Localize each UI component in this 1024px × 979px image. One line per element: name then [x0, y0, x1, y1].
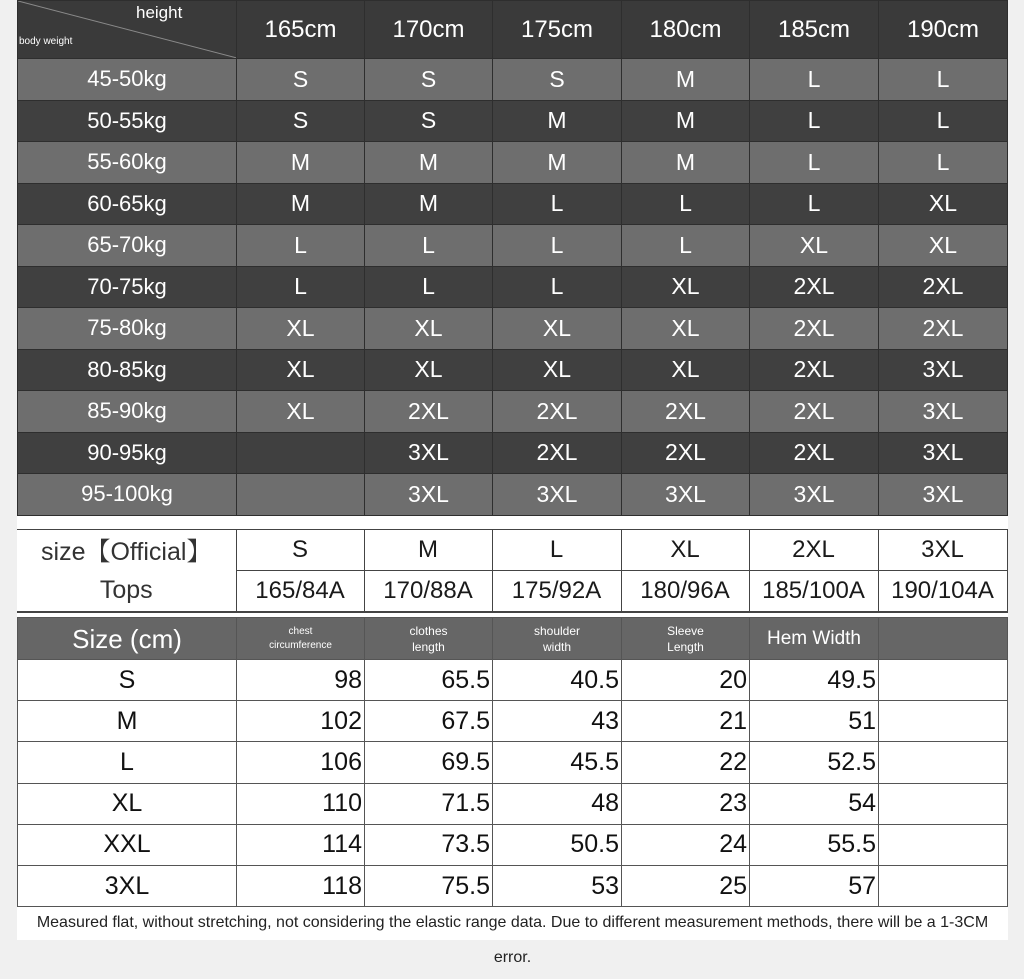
weight-row — [18, 100, 1008, 142]
recommended-size-cell: L — [365, 266, 493, 308]
shoulder-header-line2: width — [542, 639, 571, 654]
recommended-size-cell: 2XL — [879, 266, 1008, 308]
measurement-row — [18, 660, 1008, 701]
length-value-cell: 69.5 — [365, 742, 493, 783]
hem-value-cell: 57 — [750, 865, 879, 906]
length-value-cell: 65.5 — [365, 660, 493, 701]
measurement-note: Measured flat, without stretching, not considering the elastic range data. Due to different measurement methods, there will be a 1-3CM error. — [36, 914, 989, 966]
sleeve-value-cell: 22 — [622, 742, 750, 783]
recommended-size-cell: XL — [365, 308, 493, 350]
shoulder-value-cell: 53 — [493, 865, 622, 906]
shoulder-value-cell: 45.5 — [493, 742, 622, 783]
official-spec-row — [17, 571, 1007, 613]
measurement-row — [18, 742, 1008, 783]
recommended-size-cell: L — [750, 142, 879, 184]
size-name-cell: M — [18, 701, 237, 742]
chest-value-cell: 102 — [237, 701, 365, 742]
recommended-size-cell: M — [237, 142, 365, 184]
recommended-size-cell: XL — [622, 308, 750, 350]
sleeve-value-cell: 20 — [622, 660, 750, 701]
hem-width-header: Hem Width — [750, 618, 879, 660]
shoulder-value-cell: 50.5 — [493, 824, 622, 865]
size-cm-header: Size (cm) — [18, 618, 237, 660]
recommended-size-cell — [237, 432, 365, 474]
chest-value-cell: 118 — [237, 865, 365, 906]
length-value-cell: 75.5 — [365, 865, 493, 906]
official-spec-cell: 175/92A — [492, 571, 621, 613]
corner-diagonal — [18, 1, 237, 58]
official-spec-cell: 180/96A — [621, 571, 749, 613]
recommended-size-cell: M — [493, 100, 622, 142]
chest-value-cell: 98 — [237, 660, 365, 701]
recommended-size-cell: XL — [365, 349, 493, 391]
length-value-cell: 71.5 — [365, 783, 493, 824]
recommended-size-cell: XL — [622, 349, 750, 391]
measurement-row — [18, 701, 1008, 742]
empty-cell — [879, 824, 1008, 865]
recommended-size-cell: M — [622, 59, 750, 101]
official-size-cell: M — [364, 530, 492, 571]
measurement-header-row — [18, 618, 1008, 660]
weight-row — [18, 432, 1008, 474]
recommended-size-cell: XL — [237, 308, 365, 350]
chest-value-cell: 110 — [237, 783, 365, 824]
official-size-cell: L — [492, 530, 621, 571]
recommended-size-cell: M — [237, 183, 365, 225]
weight-row — [18, 183, 1008, 225]
chest-header-line2: circumference — [269, 639, 332, 651]
tops-label: Tops — [17, 571, 236, 613]
recommended-size-cell: 3XL — [879, 349, 1008, 391]
chest-value-cell: 114 — [237, 824, 365, 865]
official-spec-cell: 170/88A — [364, 571, 492, 613]
weight-row — [18, 266, 1008, 308]
height-header: 175cm — [493, 1, 622, 59]
size-guide-header-row — [18, 1, 1008, 59]
recommended-size-cell: 2XL — [750, 308, 879, 350]
weight-range-cell: 90-95kg — [18, 432, 237, 474]
height-axis-label: height — [136, 3, 183, 22]
recommended-size-cell: M — [365, 142, 493, 184]
hem-value-cell: 55.5 — [750, 824, 879, 865]
sleeve-value-cell: 21 — [622, 701, 750, 742]
measurement-table — [17, 617, 1008, 907]
weight-range-cell: 45-50kg — [18, 59, 237, 101]
weight-row — [18, 349, 1008, 391]
sleeve-value-cell: 25 — [622, 865, 750, 906]
recommended-size-cell: L — [237, 266, 365, 308]
height-header: 165cm — [237, 1, 365, 59]
empty-cell — [879, 865, 1008, 906]
size-name-cell: S — [18, 660, 237, 701]
recommended-size-cell: 2XL — [493, 432, 622, 474]
recommended-size-cell: 2XL — [493, 391, 622, 433]
sleeve-value-cell: 23 — [622, 783, 750, 824]
recommended-size-cell: 2XL — [365, 391, 493, 433]
chest-value-cell: 106 — [237, 742, 365, 783]
official-size-cell: XL — [621, 530, 749, 571]
official-size-cell: 3XL — [878, 530, 1007, 571]
recommended-size-cell: S — [237, 59, 365, 101]
length-header-line2: length — [412, 639, 445, 654]
recommended-size-cell: M — [365, 183, 493, 225]
hem-value-cell: 54 — [750, 783, 879, 824]
recommended-size-cell: L — [493, 225, 622, 267]
empty-cell — [879, 701, 1008, 742]
recommended-size-cell: L — [622, 225, 750, 267]
measurement-body — [18, 618, 1008, 907]
recommended-size-cell: XL — [879, 183, 1008, 225]
recommended-size-cell: XL — [493, 349, 622, 391]
length-header — [365, 618, 493, 660]
official-spec-cell: 190/104A — [878, 571, 1007, 613]
size-name-cell: XL — [18, 783, 237, 824]
height-header: 190cm — [879, 1, 1008, 59]
size-name-cell: XXL — [18, 824, 237, 865]
sleeve-value-cell: 24 — [622, 824, 750, 865]
weight-range-cell: 80-85kg — [18, 349, 237, 391]
recommended-size-cell: L — [237, 225, 365, 267]
length-header-line1: clothes — [409, 623, 448, 638]
empty-cell — [879, 783, 1008, 824]
sleeve-header-line1: Sleeve — [667, 623, 704, 638]
height-header: 185cm — [750, 1, 879, 59]
recommended-size-cell: L — [750, 183, 879, 225]
weight-row — [18, 59, 1008, 101]
recommended-size-cell: 3XL — [879, 432, 1008, 474]
recommended-size-cell — [237, 474, 365, 516]
size-chart-sheet — [17, 0, 1008, 966]
chest-header — [237, 618, 365, 660]
length-value-cell: 73.5 — [365, 824, 493, 865]
height-header: 180cm — [622, 1, 750, 59]
measurement-row — [18, 865, 1008, 906]
recommended-size-cell: M — [493, 142, 622, 184]
weight-row — [18, 474, 1008, 516]
official-size-row — [17, 530, 1007, 571]
recommended-size-cell: 3XL — [879, 474, 1008, 516]
shoulder-value-cell: 48 — [493, 783, 622, 824]
recommended-size-cell: L — [879, 142, 1008, 184]
weight-row — [18, 225, 1008, 267]
recommended-size-cell: 2XL — [750, 349, 879, 391]
recommended-size-cell: XL — [879, 225, 1008, 267]
recommended-size-cell: S — [365, 59, 493, 101]
recommended-size-cell: XL — [493, 308, 622, 350]
weight-range-cell: 85-90kg — [18, 391, 237, 433]
size-name-cell: 3XL — [18, 865, 237, 906]
recommended-size-cell: L — [365, 225, 493, 267]
weight-range-cell: 65-70kg — [18, 225, 237, 267]
recommended-size-cell: 2XL — [622, 432, 750, 474]
weight-row — [18, 142, 1008, 184]
weight-axis-label: body weight — [19, 36, 73, 47]
official-spec-cell: 185/100A — [749, 571, 878, 613]
recommended-size-cell: S — [365, 100, 493, 142]
recommended-size-cell: 3XL — [750, 474, 879, 516]
weight-row — [18, 308, 1008, 350]
recommended-size-cell: S — [493, 59, 622, 101]
recommended-size-cell: L — [879, 100, 1008, 142]
empty-cell — [879, 660, 1008, 701]
hem-value-cell: 49.5 — [750, 660, 879, 701]
shoulder-value-cell: 43 — [493, 701, 622, 742]
hem-value-cell: 51 — [750, 701, 879, 742]
recommended-size-cell: L — [750, 100, 879, 142]
height-weight-corner — [18, 1, 237, 59]
length-value-cell: 67.5 — [365, 701, 493, 742]
recommended-size-cell: 2XL — [879, 308, 1008, 350]
recommended-size-cell: L — [622, 183, 750, 225]
chest-header-line1: chest — [288, 625, 313, 637]
recommended-size-cell: L — [493, 183, 622, 225]
recommended-size-cell: 3XL — [622, 474, 750, 516]
size-guide-body — [18, 1, 1008, 516]
recommended-size-cell: 2XL — [750, 266, 879, 308]
recommended-size-cell: 3XL — [879, 391, 1008, 433]
shoulder-header-line1: shoulder — [533, 623, 581, 638]
official-size-label: size【Official】 — [17, 530, 236, 571]
recommended-size-cell: S — [237, 100, 365, 142]
recommended-size-cell: 2XL — [750, 391, 879, 433]
empty-cell — [879, 742, 1008, 783]
weight-range-cell: 55-60kg — [18, 142, 237, 184]
sleeve-header — [622, 618, 750, 660]
weight-range-cell: 95-100kg — [18, 474, 237, 516]
official-spec-cell: 165/84A — [236, 571, 364, 613]
weight-row — [18, 391, 1008, 433]
recommended-size-cell: L — [879, 59, 1008, 101]
recommended-size-cell: 3XL — [493, 474, 622, 516]
recommended-size-cell: XL — [237, 349, 365, 391]
recommended-size-cell: XL — [750, 225, 879, 267]
weight-range-cell: 50-55kg — [18, 100, 237, 142]
hem-value-cell: 52.5 — [750, 742, 879, 783]
sleeve-header-line2: Length — [667, 639, 704, 654]
recommended-size-cell: 3XL — [365, 432, 493, 474]
recommended-size-cell: XL — [237, 391, 365, 433]
official-size-cell: 2XL — [749, 530, 878, 571]
weight-range-cell: 75-80kg — [18, 308, 237, 350]
recommended-size-cell: L — [493, 266, 622, 308]
recommended-size-cell: M — [622, 100, 750, 142]
official-size-cell: S — [236, 530, 364, 571]
size-name-cell: L — [18, 742, 237, 783]
height-header: 170cm — [365, 1, 493, 59]
weight-range-cell: 70-75kg — [18, 266, 237, 308]
measurement-row — [18, 824, 1008, 865]
official-size-table — [17, 529, 1008, 613]
recommended-size-cell: 2XL — [622, 391, 750, 433]
recommended-size-cell: XL — [622, 266, 750, 308]
recommended-size-cell: M — [622, 142, 750, 184]
measurement-row — [18, 783, 1008, 824]
shoulder-header — [493, 618, 622, 660]
extra-header — [879, 618, 1008, 660]
recommended-size-cell: 3XL — [365, 474, 493, 516]
size-guide-table — [17, 0, 1008, 516]
weight-range-cell: 60-65kg — [18, 183, 237, 225]
recommended-size-cell: 2XL — [750, 432, 879, 474]
recommended-size-cell: L — [750, 59, 879, 101]
shoulder-value-cell: 40.5 — [493, 660, 622, 701]
